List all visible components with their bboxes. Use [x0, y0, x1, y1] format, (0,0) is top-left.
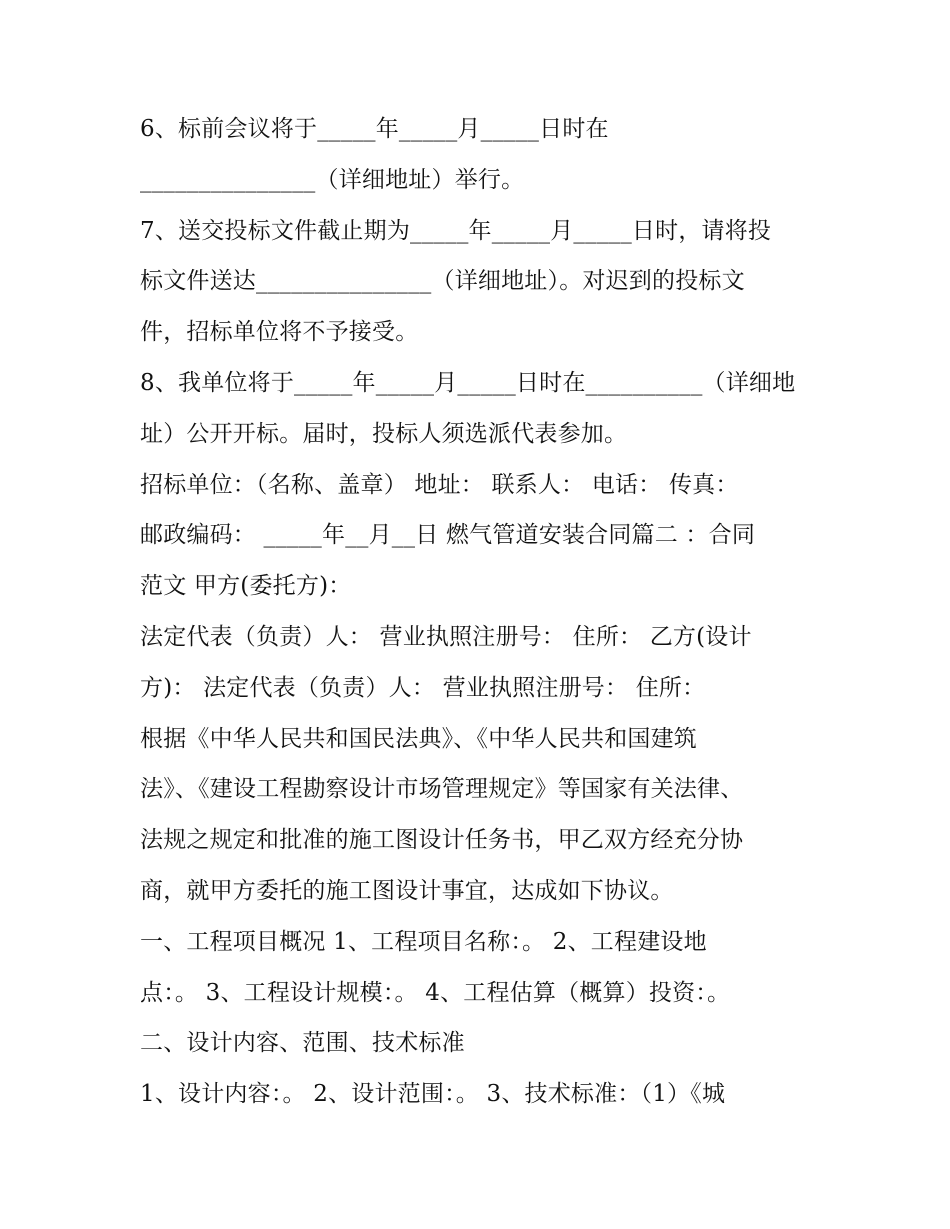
text-line: 商，就甲方委托的施工图设计事宜，达成如下协议。	[140, 877, 674, 904]
text-line: 方)： 法定代表（负责）人： 营业执照注册号： 住所：	[140, 674, 706, 701]
text-line: 法规之规定和批准的施工图设计任务书，甲乙双方经充分协	[140, 827, 744, 854]
text-line: 范文 甲方(委托方)：	[140, 573, 352, 600]
text-line: 邮政编码： _____年__月__日 燃气管道安装合同篇二 ：合同	[140, 522, 756, 549]
text-line: _______________（详细地址）举行。	[140, 166, 525, 193]
text-line: 法》、《建设工程勘察设计市场管理规定》等国家有关法律、	[140, 776, 744, 803]
text-line: 招标单位：（名称、盖章） 地址： 联系人： 电话： 传真：	[140, 471, 739, 498]
text-line: 标文件送达_______________（详细地址）。对迟到的投标文	[140, 268, 745, 295]
text-line: 6、标前会议将于_____年_____月_____日时在	[140, 116, 609, 142]
text-line: 二、设计内容、范围、技术标准	[140, 1030, 465, 1057]
text-line: 8、我单位将于_____年_____月_____日时在__________（详细地	[140, 369, 796, 396]
text-line: 根据《中华人民共和国民法典》、《中华人民共和国建筑	[140, 725, 697, 752]
text-line: 点：。 3、工程设计规模：。 4、工程估算（概算）投资：。	[140, 979, 731, 1006]
text-line: 1、设计内容：。 2、设计范围：。 3、技术标准：（1）《城	[140, 1081, 726, 1108]
text-line: 法定代表（负责）人： 营业执照注册号： 住所： 乙方(设计	[140, 623, 752, 650]
document-body	[140, 104, 810, 1120]
text-line: 7、送交投标文件截止期为_____年_____月_____日时，请将投	[140, 217, 772, 244]
text-line: 一、工程项目概况 1、工程项目名称：。 2、工程建设地	[140, 928, 707, 955]
text-line: 址）公开开标。届时，投标人须选派代表参加。	[140, 420, 628, 447]
text-line: 件，招标单位将不予接受。	[140, 319, 419, 346]
